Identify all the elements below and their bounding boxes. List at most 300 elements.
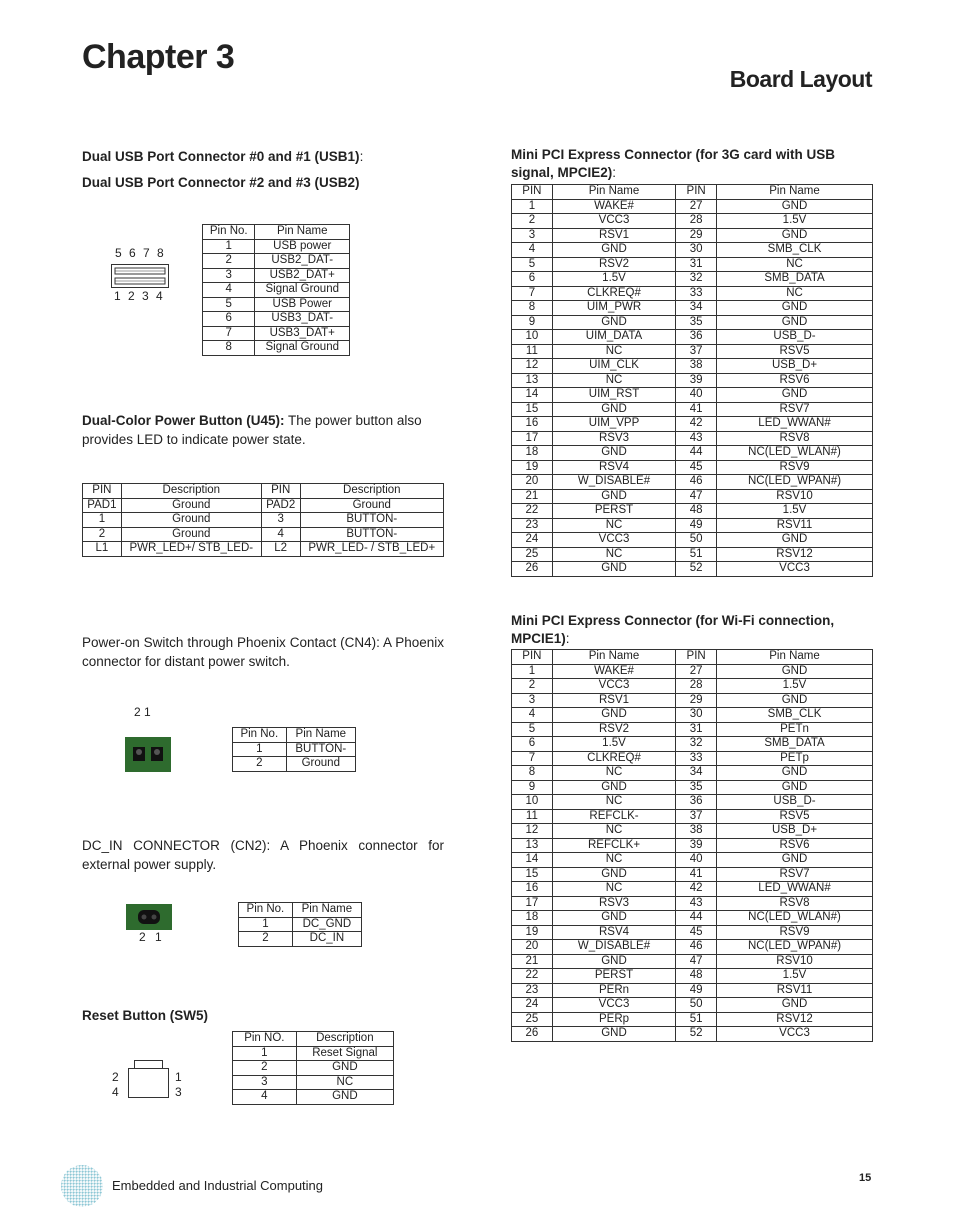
table-row bbox=[512, 460, 873, 475]
reset-pin-table bbox=[232, 1031, 394, 1105]
footer-company: Embedded and Industrial Computing bbox=[112, 1178, 324, 1193]
table-cell: 48 bbox=[676, 969, 717, 984]
table-cell: DC_IN bbox=[292, 932, 361, 947]
table-row bbox=[512, 722, 873, 737]
table-cell: 24 bbox=[512, 533, 553, 548]
table-row bbox=[233, 757, 356, 772]
power-button-description: Dual-Color Power Button (U45): The power button also provides LED to indicate power state. bbox=[82, 413, 422, 447]
table-cell: 3 bbox=[233, 1075, 297, 1090]
table-cell: 18 bbox=[512, 911, 553, 926]
table-cell: GND bbox=[552, 562, 675, 577]
table-row bbox=[512, 533, 873, 548]
table-cell: USB3_DAT+ bbox=[255, 326, 350, 341]
table-cell: USB_D+ bbox=[717, 359, 873, 374]
table-cell: 17 bbox=[512, 431, 553, 446]
table-cell: 2 bbox=[203, 254, 255, 269]
table-cell: 11 bbox=[512, 809, 553, 824]
table-cell: 1 bbox=[83, 513, 122, 528]
table-cell: 33 bbox=[676, 286, 717, 301]
table-cell: Ground bbox=[121, 527, 261, 542]
table-cell: 15 bbox=[512, 867, 553, 882]
table-cell: 8 bbox=[512, 301, 553, 316]
table-cell: 29 bbox=[676, 228, 717, 243]
table-cell: 11 bbox=[512, 344, 553, 359]
table-cell: GND bbox=[552, 954, 675, 969]
table-cell: 1 bbox=[233, 1046, 297, 1061]
table-cell: 4 bbox=[233, 1090, 297, 1105]
table-cell: 4 bbox=[512, 708, 553, 723]
table-cell: GND bbox=[552, 911, 675, 926]
table-cell: 10 bbox=[512, 795, 553, 810]
table-cell: NC bbox=[552, 373, 675, 388]
table-cell: 22 bbox=[512, 504, 553, 519]
table-cell: 23 bbox=[512, 518, 553, 533]
table-cell: 40 bbox=[676, 853, 717, 868]
table-cell: REFCLK+ bbox=[552, 838, 675, 853]
table-cell: 31 bbox=[676, 257, 717, 272]
table-header-cell: PIN bbox=[676, 650, 717, 665]
table-cell: VCC3 bbox=[552, 679, 675, 694]
cn2-pin-labels: 2 1 bbox=[139, 930, 165, 944]
table-row bbox=[512, 286, 873, 301]
table-header-cell: Pin Name bbox=[255, 225, 350, 240]
table-cell: 2 bbox=[512, 679, 553, 694]
table-cell: LED_WWAN# bbox=[717, 882, 873, 897]
table-header-row bbox=[233, 1032, 394, 1047]
table-cell: USB power bbox=[255, 239, 350, 254]
table-header-cell: PIN bbox=[261, 484, 300, 499]
table-row bbox=[83, 513, 444, 528]
section-title: Board Layout bbox=[729, 66, 872, 92]
table-cell: 43 bbox=[676, 896, 717, 911]
cn2-pin-table bbox=[238, 902, 362, 947]
table-cell: 23 bbox=[512, 983, 553, 998]
table-cell: LED_WWAN# bbox=[717, 417, 873, 432]
table-row bbox=[512, 243, 873, 258]
table-row bbox=[203, 254, 350, 269]
table-row bbox=[512, 838, 873, 853]
table-row bbox=[512, 388, 873, 403]
table-cell: DC_GND bbox=[292, 917, 361, 932]
table-cell: 39 bbox=[676, 838, 717, 853]
table-cell: UIM_PWR bbox=[552, 301, 675, 316]
table-cell: RSV3 bbox=[552, 896, 675, 911]
table-cell: UIM_RST bbox=[552, 388, 675, 403]
table-cell: SMB_DATA bbox=[717, 737, 873, 752]
table-cell: W_DISABLE# bbox=[552, 940, 675, 955]
table-cell: 3 bbox=[261, 513, 300, 528]
table-cell: 13 bbox=[512, 373, 553, 388]
table-row bbox=[512, 1012, 873, 1027]
table-cell: VCC3 bbox=[552, 533, 675, 548]
table-header-row bbox=[203, 225, 350, 240]
table-cell: PAD1 bbox=[83, 498, 122, 513]
usb-pin-table bbox=[202, 224, 350, 356]
table-cell: GND bbox=[552, 489, 675, 504]
table-cell: USB_D- bbox=[717, 330, 873, 345]
table-cell: PERp bbox=[552, 1012, 675, 1027]
table-cell: PERST bbox=[552, 504, 675, 519]
table-header-cell: PIN bbox=[512, 185, 553, 200]
table-cell: RSV12 bbox=[717, 1012, 873, 1027]
table-cell: USB2_DAT- bbox=[255, 254, 350, 269]
cn4-pin-table bbox=[232, 727, 356, 772]
table-cell: 21 bbox=[512, 489, 553, 504]
table-cell: L2 bbox=[261, 542, 300, 557]
table-cell: 26 bbox=[512, 1027, 553, 1042]
table-cell: NC(LED_WPAN#) bbox=[717, 475, 873, 490]
table-cell: 39 bbox=[676, 373, 717, 388]
usb1-heading: Dual USB Port Connector #0 and #1 (USB1): bbox=[82, 149, 364, 164]
table-cell: NC(LED_WLAN#) bbox=[717, 446, 873, 461]
table-cell: GND bbox=[717, 388, 873, 403]
table-cell: NC bbox=[552, 518, 675, 533]
table-cell: RSV10 bbox=[717, 489, 873, 504]
table-cell: SMB_CLK bbox=[717, 243, 873, 258]
table-cell: 7 bbox=[512, 751, 553, 766]
company-logo bbox=[60, 1164, 104, 1208]
table-cell: 26 bbox=[512, 562, 553, 577]
table-cell: 12 bbox=[512, 359, 553, 374]
table-cell: NC bbox=[552, 824, 675, 839]
table-row bbox=[512, 417, 873, 432]
table-cell: 14 bbox=[512, 388, 553, 403]
table-cell: 30 bbox=[676, 708, 717, 723]
table-header-cell: Pin Name bbox=[717, 650, 873, 665]
table-cell: RSV7 bbox=[717, 402, 873, 417]
table-cell: VCC3 bbox=[552, 214, 675, 229]
table-cell: GND bbox=[717, 533, 873, 548]
table-row bbox=[512, 983, 873, 998]
table-cell: BUTTON- bbox=[300, 527, 443, 542]
table-cell: L1 bbox=[83, 542, 122, 557]
table-row bbox=[512, 1027, 873, 1042]
table-cell: 45 bbox=[676, 460, 717, 475]
table-row bbox=[512, 896, 873, 911]
table-cell: RSV6 bbox=[717, 373, 873, 388]
table-row bbox=[512, 373, 873, 388]
table-row bbox=[512, 359, 873, 374]
table-cell: GND bbox=[552, 780, 675, 795]
table-cell: RSV12 bbox=[717, 547, 873, 562]
table-row bbox=[512, 708, 873, 723]
table-cell: 28 bbox=[676, 679, 717, 694]
usb2-heading: Dual USB Port Connector #2 and #3 (USB2) bbox=[82, 175, 360, 190]
table-cell: GND bbox=[717, 664, 873, 679]
table-row bbox=[512, 693, 873, 708]
table-cell: NC bbox=[552, 766, 675, 781]
table-cell: 2 bbox=[233, 1061, 297, 1076]
table-cell: 12 bbox=[512, 824, 553, 839]
table-row bbox=[512, 911, 873, 926]
table-cell: 36 bbox=[676, 330, 717, 345]
table-cell: NC bbox=[552, 547, 675, 562]
table-cell: 1 bbox=[512, 664, 553, 679]
table-cell: REFCLK- bbox=[552, 809, 675, 824]
table-row bbox=[512, 780, 873, 795]
table-cell: NC bbox=[552, 853, 675, 868]
table-cell: GND bbox=[717, 315, 873, 330]
table-cell: 6 bbox=[512, 272, 553, 287]
chapter-title: Chapter 3 bbox=[82, 38, 235, 76]
table-cell: GND bbox=[552, 867, 675, 882]
table-cell: 5 bbox=[512, 722, 553, 737]
table-header-cell: Pin Name bbox=[717, 185, 873, 200]
table-cell: RSV5 bbox=[717, 344, 873, 359]
mpcie2-pin-table bbox=[511, 184, 873, 577]
table-row bbox=[512, 809, 873, 824]
table-cell: NC bbox=[717, 257, 873, 272]
table-row bbox=[203, 268, 350, 283]
table-cell: Ground bbox=[300, 498, 443, 513]
table-cell: UIM_CLK bbox=[552, 359, 675, 374]
table-cell: NC bbox=[552, 344, 675, 359]
table-cell: USB Power bbox=[255, 297, 350, 312]
table-cell: 2 bbox=[233, 757, 287, 772]
table-cell: Reset Signal bbox=[296, 1046, 393, 1061]
table-cell: 52 bbox=[676, 1027, 717, 1042]
table-cell: 27 bbox=[676, 664, 717, 679]
table-row bbox=[512, 199, 873, 214]
table-header-cell: Pin Name bbox=[552, 650, 675, 665]
table-cell: GND bbox=[296, 1061, 393, 1076]
table-cell: 30 bbox=[676, 243, 717, 258]
table-row bbox=[512, 795, 873, 810]
table-cell: GND bbox=[296, 1090, 393, 1105]
table-cell: 38 bbox=[676, 359, 717, 374]
table-cell: RSV7 bbox=[717, 867, 873, 882]
table-row bbox=[512, 504, 873, 519]
power-button-pin-table bbox=[82, 483, 444, 557]
table-row bbox=[512, 562, 873, 577]
table-row bbox=[83, 527, 444, 542]
table-cell: 34 bbox=[676, 301, 717, 316]
table-cell: 40 bbox=[676, 388, 717, 403]
reset-button-icon bbox=[128, 1060, 170, 1099]
reset-heading: Reset Button (SW5) bbox=[82, 1008, 208, 1023]
table-cell: GND bbox=[552, 1027, 675, 1042]
table-cell: 7 bbox=[512, 286, 553, 301]
table-cell: 24 bbox=[512, 998, 553, 1013]
table-cell: 16 bbox=[512, 882, 553, 897]
table-cell: 13 bbox=[512, 838, 553, 853]
table-cell: GND bbox=[717, 853, 873, 868]
table-row bbox=[512, 664, 873, 679]
table-cell: 37 bbox=[676, 344, 717, 359]
table-header-cell: Pin No. bbox=[233, 728, 287, 743]
table-cell: 2 bbox=[239, 932, 293, 947]
table-cell: 3 bbox=[203, 268, 255, 283]
table-cell: GND bbox=[552, 402, 675, 417]
table-row bbox=[203, 297, 350, 312]
table-cell: 44 bbox=[676, 446, 717, 461]
table-row bbox=[512, 431, 873, 446]
table-cell: USB3_DAT- bbox=[255, 312, 350, 327]
table-row bbox=[512, 315, 873, 330]
table-cell: GND bbox=[717, 998, 873, 1013]
table-cell: CLKREQ# bbox=[552, 751, 675, 766]
table-cell: 47 bbox=[676, 954, 717, 969]
table-row bbox=[233, 742, 356, 757]
table-row bbox=[512, 766, 873, 781]
table-cell: 52 bbox=[676, 562, 717, 577]
table-cell: 3 bbox=[512, 693, 553, 708]
table-cell: PERn bbox=[552, 983, 675, 998]
table-row bbox=[512, 547, 873, 562]
table-cell: PWR_LED+/ STB_LED- bbox=[121, 542, 261, 557]
table-cell: 34 bbox=[676, 766, 717, 781]
table-cell: W_DISABLE# bbox=[552, 475, 675, 490]
table-cell: 8 bbox=[203, 341, 255, 356]
table-cell: GND bbox=[717, 693, 873, 708]
table-cell: 16 bbox=[512, 417, 553, 432]
reset-pins-left: 2 4 bbox=[112, 1070, 119, 1099]
table-row bbox=[512, 998, 873, 1013]
table-row bbox=[203, 312, 350, 327]
table-cell: 37 bbox=[676, 809, 717, 824]
table-cell: 28 bbox=[676, 214, 717, 229]
table-cell: USB_D+ bbox=[717, 824, 873, 839]
table-header-row bbox=[233, 728, 356, 743]
table-cell: NC bbox=[717, 286, 873, 301]
table-cell: WAKE# bbox=[552, 199, 675, 214]
table-header-cell: Pin No. bbox=[239, 903, 293, 918]
table-row bbox=[203, 283, 350, 298]
table-cell: 35 bbox=[676, 780, 717, 795]
dc-in-connector-icon bbox=[126, 904, 172, 930]
table-header-cell: PIN bbox=[83, 484, 122, 499]
table-cell: PAD2 bbox=[261, 498, 300, 513]
table-cell: RSV10 bbox=[717, 954, 873, 969]
table-cell: GND bbox=[552, 708, 675, 723]
table-row bbox=[233, 1090, 394, 1105]
table-cell: RSV2 bbox=[552, 722, 675, 737]
table-cell: GND bbox=[552, 446, 675, 461]
cn2-description: DC_IN CONNECTOR (CN2): A Phoenix connector for external power supply. bbox=[82, 838, 444, 872]
table-cell: 42 bbox=[676, 882, 717, 897]
table-cell: UIM_DATA bbox=[552, 330, 675, 345]
table-cell: 27 bbox=[676, 199, 717, 214]
table-row bbox=[512, 518, 873, 533]
table-cell: RSV6 bbox=[717, 838, 873, 853]
table-cell: 36 bbox=[676, 795, 717, 810]
table-cell: 3 bbox=[512, 228, 553, 243]
table-cell: Ground bbox=[286, 757, 355, 772]
mpcie1-heading: Mini PCI Express Connector (for Wi-Fi connection, MPCIE1): bbox=[511, 613, 835, 646]
table-cell: 46 bbox=[676, 940, 717, 955]
table-cell: PWR_LED- / STB_LED+ bbox=[300, 542, 443, 557]
table-cell: 46 bbox=[676, 475, 717, 490]
table-cell: GND bbox=[717, 199, 873, 214]
table-cell: RSV5 bbox=[717, 809, 873, 824]
table-cell: 44 bbox=[676, 911, 717, 926]
table-row bbox=[512, 925, 873, 940]
table-header-cell: Description bbox=[296, 1032, 393, 1047]
table-cell: 51 bbox=[676, 547, 717, 562]
table-cell: 21 bbox=[512, 954, 553, 969]
table-cell: 2 bbox=[512, 214, 553, 229]
table-cell: 49 bbox=[676, 983, 717, 998]
table-cell: SMB_CLK bbox=[717, 708, 873, 723]
table-cell: 51 bbox=[676, 1012, 717, 1027]
table-cell: RSV4 bbox=[552, 460, 675, 475]
table-header-cell: Pin NO. bbox=[233, 1032, 297, 1047]
table-cell: 42 bbox=[676, 417, 717, 432]
table-row bbox=[239, 917, 362, 932]
cn4-description: Power-on Switch through Phoenix Contact (CN4): A Phoenix connector for distant power switch. bbox=[82, 635, 444, 669]
reset-pins-right: 1 3 bbox=[175, 1070, 182, 1099]
table-cell: 4 bbox=[203, 283, 255, 298]
table-cell: UIM_VPP bbox=[552, 417, 675, 432]
table-cell: 10 bbox=[512, 330, 553, 345]
table-cell: PERST bbox=[552, 969, 675, 984]
table-row bbox=[203, 341, 350, 356]
table-cell: 1.5V bbox=[717, 214, 873, 229]
table-row bbox=[83, 542, 444, 557]
table-cell: PETn bbox=[717, 722, 873, 737]
table-row bbox=[512, 228, 873, 243]
table-cell: RSV8 bbox=[717, 896, 873, 911]
table-cell: RSV4 bbox=[552, 925, 675, 940]
table-cell: 1 bbox=[239, 917, 293, 932]
table-cell: NC bbox=[552, 882, 675, 897]
table-cell: VCC3 bbox=[552, 998, 675, 1013]
table-row bbox=[203, 326, 350, 341]
table-cell: 7 bbox=[203, 326, 255, 341]
table-cell: GND bbox=[552, 315, 675, 330]
table-cell: 2 bbox=[83, 527, 122, 542]
table-row bbox=[512, 954, 873, 969]
table-row bbox=[512, 330, 873, 345]
table-cell: Signal Ground bbox=[255, 283, 350, 298]
table-cell: GND bbox=[552, 243, 675, 258]
table-header-row bbox=[512, 650, 873, 665]
table-cell: RSV11 bbox=[717, 983, 873, 998]
table-cell: 25 bbox=[512, 1012, 553, 1027]
table-cell: GND bbox=[717, 301, 873, 316]
table-row bbox=[203, 239, 350, 254]
table-row bbox=[512, 301, 873, 316]
table-row bbox=[512, 272, 873, 287]
table-cell: 50 bbox=[676, 998, 717, 1013]
table-cell: 9 bbox=[512, 315, 553, 330]
table-cell: 22 bbox=[512, 969, 553, 984]
usb-top-pin-labels: 5 6 7 8 bbox=[115, 246, 166, 260]
table-cell: 47 bbox=[676, 489, 717, 504]
table-cell: 35 bbox=[676, 315, 717, 330]
table-row bbox=[512, 214, 873, 229]
table-cell: 32 bbox=[676, 272, 717, 287]
table-cell: RSV11 bbox=[717, 518, 873, 533]
table-header-cell: Description bbox=[121, 484, 261, 499]
page-number: 15 bbox=[859, 1172, 872, 1184]
usb-connector-icon bbox=[111, 264, 169, 288]
table-cell: 29 bbox=[676, 693, 717, 708]
table-cell: SMB_DATA bbox=[717, 272, 873, 287]
table-cell: 45 bbox=[676, 925, 717, 940]
table-cell: 1 bbox=[203, 239, 255, 254]
table-header-cell: Pin Name bbox=[286, 728, 355, 743]
table-cell: 4 bbox=[512, 243, 553, 258]
table-row bbox=[512, 446, 873, 461]
table-cell: VCC3 bbox=[717, 562, 873, 577]
table-row bbox=[512, 402, 873, 417]
table-cell: 8 bbox=[512, 766, 553, 781]
table-row bbox=[233, 1061, 394, 1076]
cn4-pin-labels: 2 1 bbox=[134, 705, 151, 719]
table-cell: 31 bbox=[676, 722, 717, 737]
table-cell: Signal Ground bbox=[255, 341, 350, 356]
